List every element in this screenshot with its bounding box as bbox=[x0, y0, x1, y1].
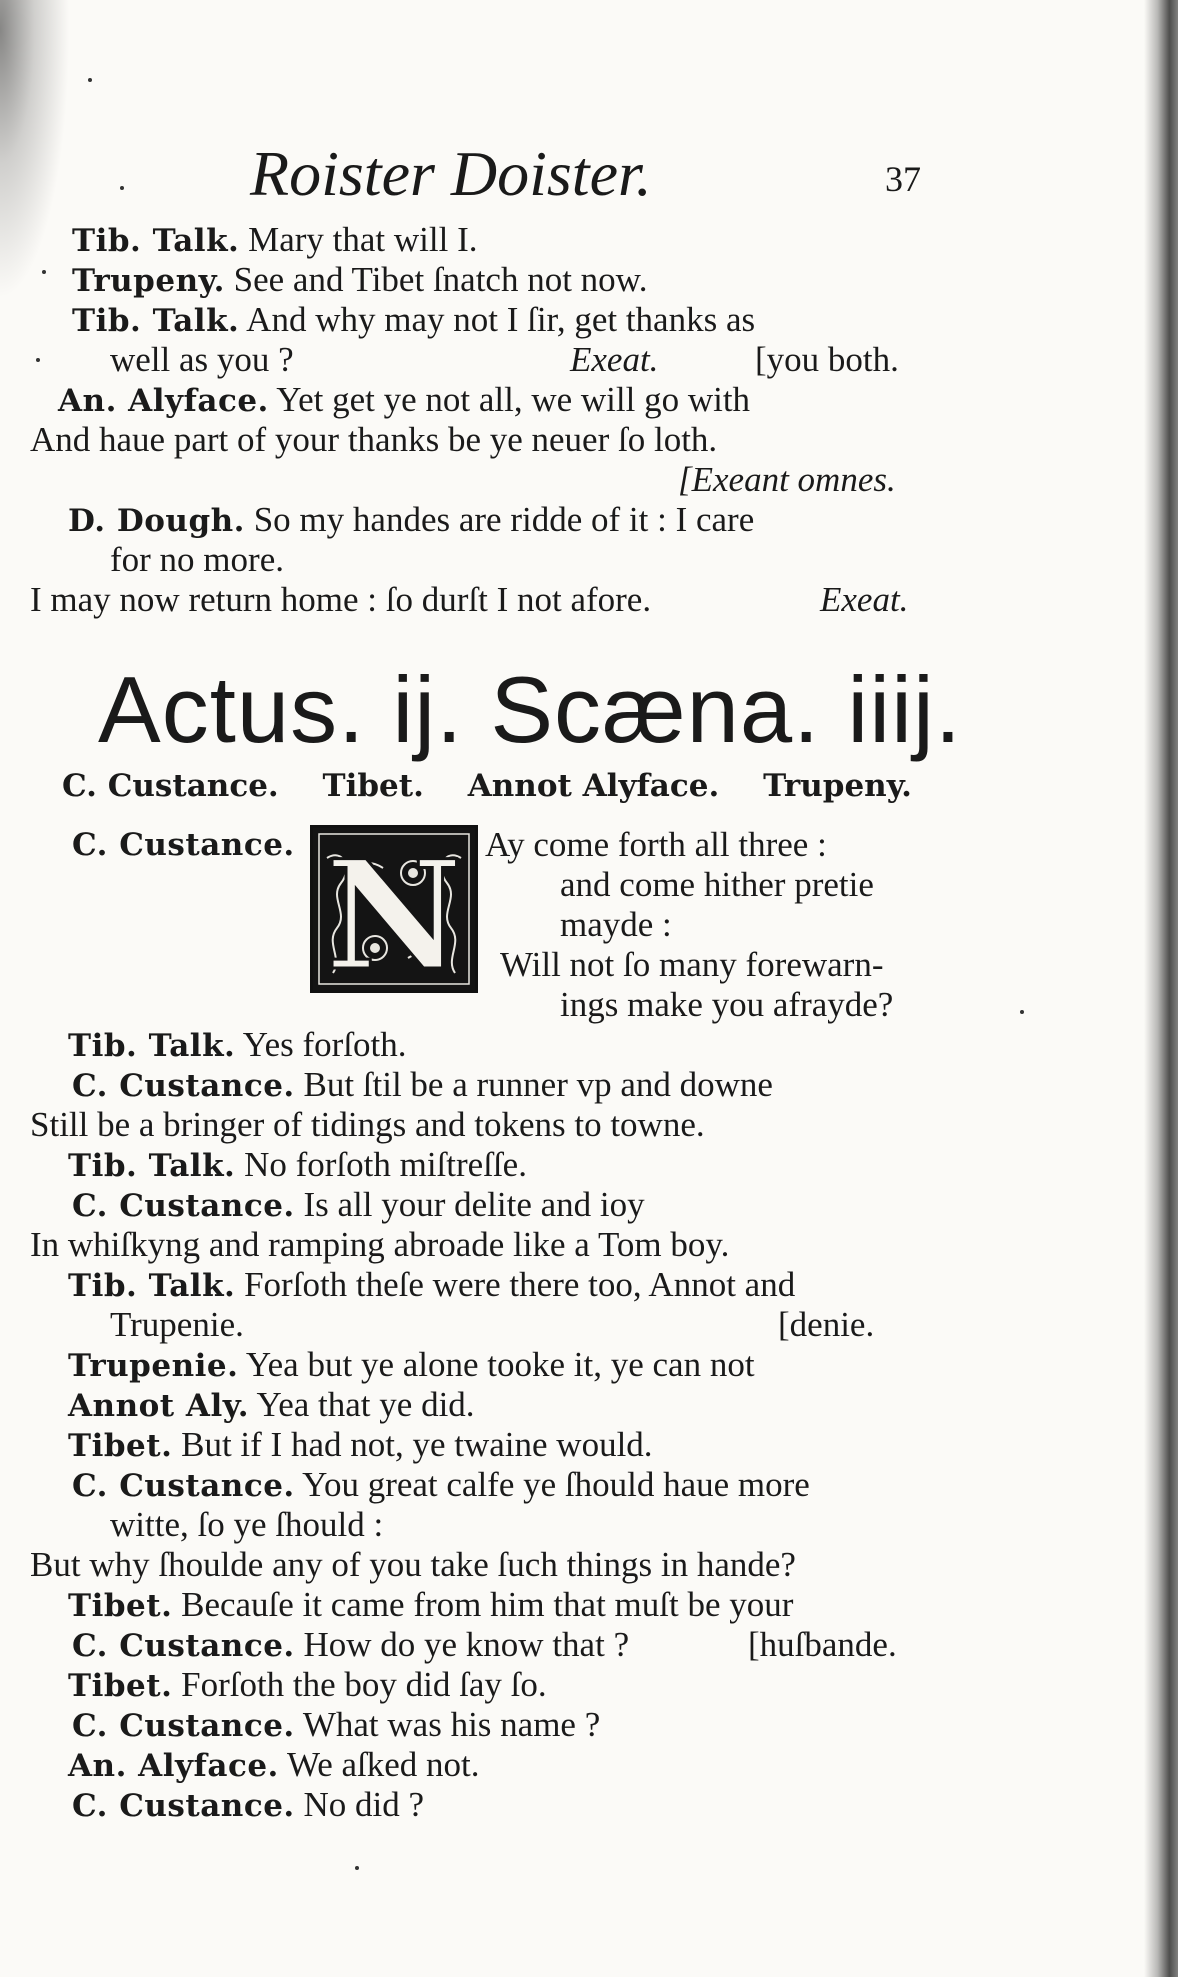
speaker-name: Tib. Talk. bbox=[72, 303, 240, 339]
overflow-text: [huſbande. bbox=[748, 1625, 897, 1664]
speech-text: ings make you afrayde? bbox=[560, 985, 894, 1024]
scan-speck bbox=[120, 186, 124, 190]
speech-text: You great calfe ye ſhould haue more bbox=[302, 1465, 810, 1504]
speech-continuation: for no more. bbox=[110, 540, 284, 579]
running-title: Roister Doister. bbox=[250, 138, 652, 209]
speaker-name: C. Custance. bbox=[72, 827, 295, 863]
speech-text: But if I had not, ye twaine would. bbox=[181, 1425, 653, 1464]
cast-member: Trupeny. bbox=[763, 768, 912, 804]
speech-continuation: And haue part of your thanks be ye neuer ſo loth. bbox=[30, 420, 718, 459]
speaker-name: C. Custance. bbox=[72, 1468, 295, 1504]
speech-continuation: witte, ſo ye ſhould : bbox=[110, 1505, 384, 1544]
speech-line bbox=[68, 1145, 527, 1186]
speaker-name: Tibet. bbox=[68, 1668, 173, 1704]
speech-line bbox=[68, 1745, 480, 1786]
speech-text: Ay come forth all three : bbox=[485, 825, 827, 864]
speech-line bbox=[68, 1585, 793, 1626]
stage-direction: Exeat. bbox=[570, 340, 659, 379]
speech-text: Yea but ye alone tooke it, ye can not bbox=[245, 1345, 755, 1384]
speech-text: Will not ſo many forewarn- bbox=[500, 945, 884, 984]
speech-text: And why may not I ſir, get thanks as bbox=[246, 300, 756, 339]
speaker-name: Tib. Talk. bbox=[68, 1028, 236, 1064]
speech-text: Becauſe it came from him that muſt be your bbox=[181, 1585, 794, 1624]
speech-text: What was his name ? bbox=[302, 1705, 601, 1744]
speech-line bbox=[58, 380, 750, 421]
scan-speck bbox=[1020, 1010, 1024, 1014]
overflow-text: [you both. bbox=[755, 340, 899, 379]
speech-line bbox=[72, 300, 755, 341]
speech-text: So my handes are ridde of it : I care bbox=[253, 500, 755, 539]
speech-line bbox=[68, 1025, 406, 1066]
act-scene-heading: Actus. ij. Scæna. iiij. bbox=[98, 657, 963, 762]
speech-text: How do ye know that ? bbox=[303, 1625, 630, 1664]
scan-speck bbox=[88, 78, 92, 82]
speech-text: Yes forſoth. bbox=[242, 1025, 407, 1064]
speech-line bbox=[68, 1385, 475, 1426]
cast-member: Annot Alyface. bbox=[467, 768, 720, 804]
speech-text: Is all your delite and ioy bbox=[303, 1185, 645, 1224]
speech-continuation: But why ſhoulde any of you take ſuch things in hande? bbox=[30, 1545, 796, 1584]
speaker-name: C. Custance. bbox=[72, 1188, 295, 1224]
speaker-name: C. Custance. bbox=[72, 1068, 295, 1104]
speaker-name: Tib. Talk. bbox=[72, 223, 240, 259]
speech-text: We aſked not. bbox=[286, 1745, 480, 1784]
scan-speck bbox=[36, 358, 40, 362]
speaker-name: Trupenie. bbox=[68, 1348, 239, 1384]
speech-text: Forſoth theſe were there too, Annot and bbox=[244, 1265, 796, 1304]
speech-text: Yet get ye not all, we will go with bbox=[276, 380, 751, 419]
speech-line bbox=[68, 500, 754, 541]
speech-text: No forſoth miſtreſſe. bbox=[244, 1145, 527, 1184]
speech-continuation: I may now return home : ſo durſt I not afore. bbox=[30, 580, 652, 619]
speech-continuation: well as you ? bbox=[110, 340, 294, 379]
speech-continuation: In whiſkyng and ramping abroade like a Tom boy. bbox=[30, 1225, 730, 1264]
page-edge-shadow-left bbox=[0, 0, 70, 300]
speaker-name: Tibet. bbox=[68, 1428, 173, 1464]
speech-line bbox=[72, 220, 478, 261]
speaker-name: C. Custance. bbox=[72, 1628, 295, 1664]
stage-direction: [Exeant omnes. bbox=[678, 460, 896, 499]
overflow-text: [denie. bbox=[778, 1305, 875, 1344]
cast-member: C. Custance. bbox=[62, 768, 279, 804]
cast-list bbox=[62, 768, 912, 804]
speech-line bbox=[72, 260, 647, 301]
speaker-name: Tib. Talk. bbox=[68, 1268, 236, 1304]
speech-line bbox=[72, 1705, 600, 1746]
speech-continuation: Trupenie. bbox=[110, 1305, 244, 1344]
scan-speck bbox=[42, 270, 46, 274]
speech-line bbox=[72, 1465, 810, 1506]
cast-member: Tibet. bbox=[322, 768, 424, 804]
page-edge-shadow-right bbox=[1144, 0, 1178, 1977]
speaker-name: Tibet. bbox=[68, 1588, 173, 1624]
speech-line bbox=[68, 1665, 547, 1706]
scan-speck bbox=[355, 1866, 359, 1870]
speech-text: Mary that will I. bbox=[248, 220, 478, 259]
speaker-name: C. Custance. bbox=[72, 1788, 295, 1824]
initial-letter: N bbox=[325, 828, 463, 990]
speech-line bbox=[68, 1345, 755, 1386]
speech-line bbox=[68, 1425, 653, 1466]
speaker-name: An. Alyface. bbox=[68, 1748, 279, 1784]
speaker-name: C. Custance. bbox=[72, 1708, 295, 1744]
speech-line bbox=[72, 1785, 424, 1826]
speaker-name: An. Alyface. bbox=[58, 383, 269, 419]
speech-line bbox=[68, 1265, 795, 1306]
speech-text: No did ? bbox=[303, 1785, 425, 1824]
speech-line bbox=[72, 1065, 773, 1106]
stage-direction: Exeat. bbox=[820, 580, 909, 619]
speech-text: See and Tibet ſnatch not now. bbox=[233, 260, 648, 299]
speech-line bbox=[72, 1625, 629, 1666]
speech-text: Forſoth the boy did ſay ſo. bbox=[181, 1665, 547, 1704]
speaker-name: Trupeny. bbox=[72, 263, 225, 299]
speech-text: But ſtil be a runner vp and downe bbox=[303, 1065, 773, 1104]
speech-continuation: Still be a bringer of tidings and tokens to towne. bbox=[30, 1105, 705, 1144]
speaker-name: Annot Aly. bbox=[68, 1388, 249, 1424]
speech-text: and come hither pretie bbox=[560, 865, 874, 904]
speaker-name: D. Dough. bbox=[68, 503, 245, 539]
speech-text: mayde : bbox=[560, 905, 672, 944]
decorated-initial bbox=[310, 825, 478, 993]
floral-initial-icon bbox=[313, 828, 475, 990]
speech-text: Yea that ye did. bbox=[256, 1385, 475, 1424]
speech-line bbox=[72, 1185, 645, 1226]
speaker-name: Tib. Talk. bbox=[68, 1148, 236, 1184]
page-number: 37 bbox=[885, 159, 921, 199]
